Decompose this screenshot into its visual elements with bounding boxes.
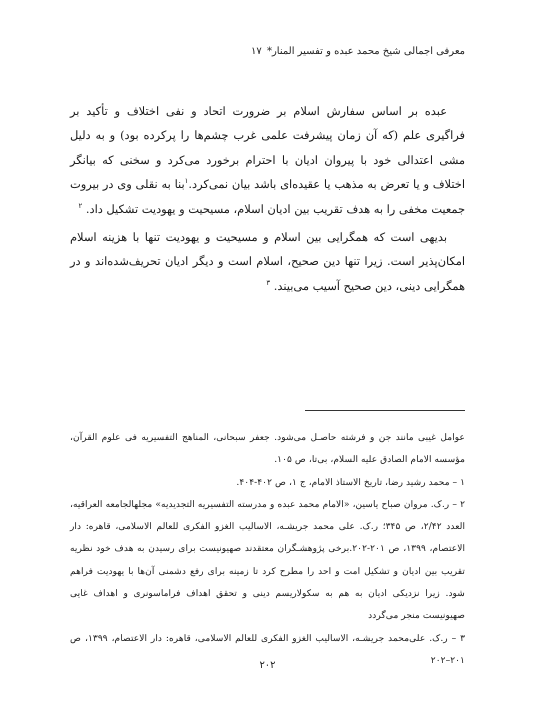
footnote-separator [305,410,465,411]
footnote-ref-2: ۲ [78,201,83,210]
footnote-continuation: عوامل غیبی مانند جن و فرشته حاصـل می‌شود. جعفر سبحانی، المناهج التفسیریه فی علوم القرآن، مؤسسه الامام الصادق علیه السلام، بی‌تا، ص ۱۰۵. [70,432,465,466]
footnote-ref-1: ۱ [184,177,189,186]
footnote-1: ۱ – محمد رشید رضا، تاریخ الاستاذ الامام، ج ۱، ص ۴۰۲-۴۰۴. [236,476,465,488]
footnotes [70,427,465,672]
footnote-3: ۳ – ر.ک. علی‌محمد جریشـه، الاسالیب الغزو الفکری للعالم الاسلامی، قاهره: دار الاعتصام، ۱۳۹۹، ص ۲۰۱–۲۰۲ [70,632,465,666]
header-title: معرفی اجمالی شیخ محمد عبده و تفسیر المنار [271,46,465,57]
paragraph-1-text-b: بنا به نقلی وی در بیروت جمعیت مخفی را به هدف تقریب بین ادیان اسلام، مسیحیت و یهودیت تشکیل داد. [70,177,465,216]
footnote-2: ۲ – ر.ک. مروان صباح یاسین، «الامام محمد عبده و مدرسته التفسیریه التجدیدیه» مجلهالجامعه العراقیه، العدد ۲/۴۲، ص ۳۴۵؛ ر.ک. علی محمد جریشـه، الاسالیب الغزو الفکری للعالم الاسلامی، قاهره: دار الاعتصام، ۱۳۹۹، ص ۲۰۱-۲۰۲.برخی پژوهشـگران معتقدند صهیونیست برای رسیدن به هدف خود نظریه تقریب بین ادیان و تشکیل امت و احد را مطرح کرد تا زمینه برای رفع دشمنی آن‌ها با یهودیت فراهم شود. زیرا نزدیکی ادیان به هم به سکولاریسم دینی و تحقق اهداف فراماسونری و اهداف غایی صهیونیست منجر می‌گردد [70,498,466,622]
running-header [70,46,465,57]
paragraph-1-text-a: عبده بر اساس سفارش اسلام بر ضرورت اتحاد و نفی اختلاف و تأکید بر فراگیری علم (که آن زمان پیشرفت علمی غرب چشم‌ها را پرکرده بود) و به دلیل مشی اعتدالی خود با پیروان ادیان با احترام برخورد می‌کرد و سخنی که بیانگر اختلاف و یا تعرض به مذهب یا عقیده‌ای باشد بیان نمی‌کرد. [70,104,465,192]
paragraph-2-text: بدیهی است که همگرایی بین اسلام و مسیحیت و یهودیت تنها با هزینه اسلام امکان‌پذیر است. زیرا تنها دین صحیح، اسلام است و دیگر ادیان تحریف‌شده‌اند و در همگرایی دینی، دین صحیح آسیب می‌بیند. [70,230,465,293]
header-page-number: ۱۷ [251,46,262,57]
footer-page-number: ۲۰۲ [259,660,276,671]
header-mark: * [266,46,272,57]
paragraph-2 [70,225,465,298]
main-text [70,99,465,298]
paragraph-1 [70,99,465,221]
footnote-ref-3: ۳ [266,279,271,288]
